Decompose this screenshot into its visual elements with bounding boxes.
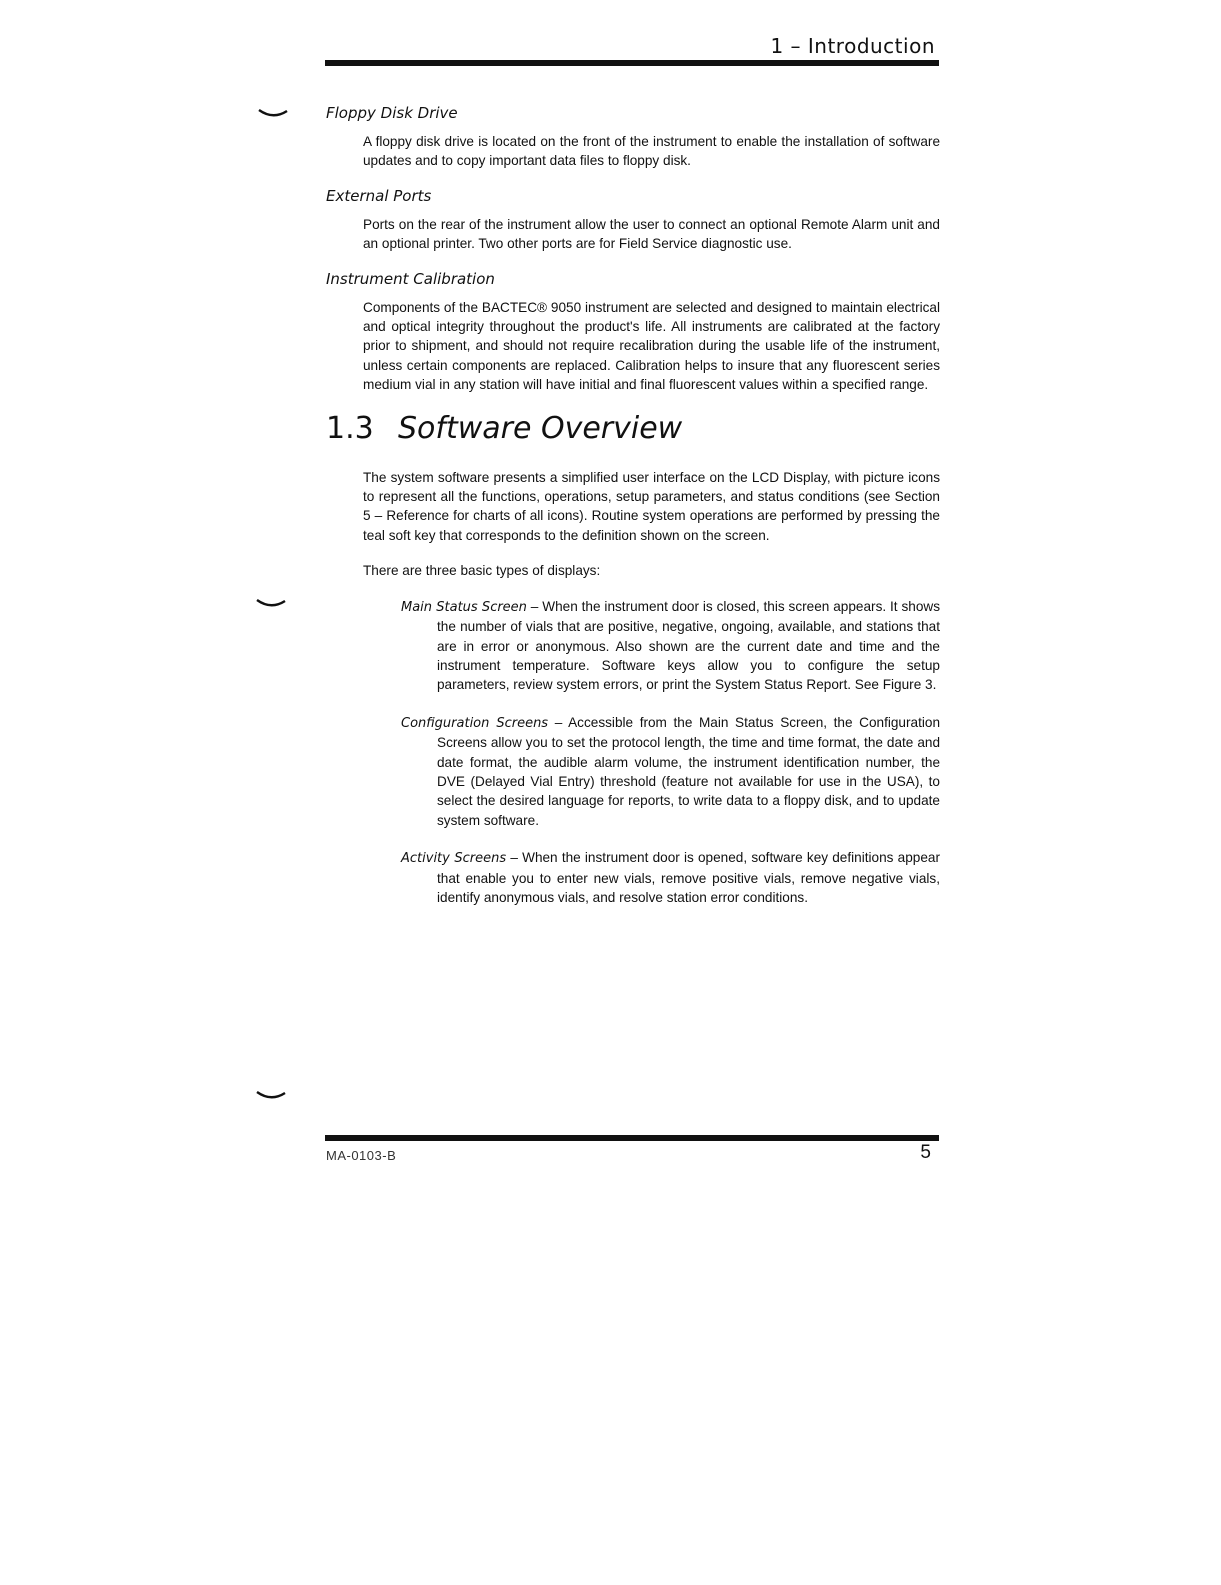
display-type-term: Main Status Screen — [401, 599, 527, 615]
calibration-heading: Instrument Calibration — [326, 269, 495, 288]
floppy-body: A floppy disk drive is located on the front of the instrument to enable the installation of software updates and to copy important data files to floppy disk. — [363, 134, 940, 169]
display-type-text: – When the instrument door is opened, software key definitions appear that enable you to enter new vials, remove positive vials, remove negative vials, identify anonymous vials, and resolve station error conditions. — [437, 850, 940, 905]
section-heading — [326, 411, 940, 446]
section-number: 1.3 — [326, 410, 374, 446]
display-type-item — [401, 848, 940, 907]
header-rule — [325, 60, 939, 66]
calibration-body: Components of the BACTEC® 9050 instrument are selected and designed to maintain electrical and optical integrity throughout the product's life. All instruments are calibrated at the factory prior to shipment, and should not require recalibration during the usable life of the instrument, unless certain components are replaced. Calibration helps to insure that any fluorescent series medium vial in any station will have initial and final fluorescent values within a specified range. — [363, 299, 940, 393]
display-types-intro: There are three basic types of displays: — [363, 563, 601, 579]
page-content — [326, 104, 940, 925]
margin-mark — [256, 1090, 286, 1100]
section-title: Software Overview — [398, 410, 683, 446]
software-intro: The system software presents a simplified user interface on the LCD Display, with picture icons to represent all the functions, operations, setup parameters, and status conditions (see Section 5 – Reference for charts of all icons). Routine system operations are performed by pressing the teal soft key that corresponds to the definition shown on the screen. — [363, 469, 940, 543]
ports-body: Ports on the rear of the instrument allow the user to connect an optional Remote Alarm unit and an optional printer. Two other ports are for Field Service diagnostic use. — [363, 216, 940, 252]
margin-mark — [258, 108, 288, 118]
chapter-header: 1 – Introduction — [770, 34, 935, 58]
document-id: MA-0103-B — [326, 1148, 397, 1163]
ports-heading: External Ports — [326, 186, 432, 205]
display-type-term: Configuration Screens — [401, 715, 549, 731]
display-type-text: – Accessible from the Main Status Screen, the Configuration Screens allow you to set the protocol length, the time and time format, the date and date format, the audible alarm volume, the instrument identification number, the DVE (Delayed Vial Entry) threshold (feature not available for use in the USA), to select the desired language for reports, to write data to a floppy disk, and to update system software. — [437, 714, 940, 828]
margin-mark — [256, 598, 286, 608]
floppy-heading: Floppy Disk Drive — [326, 104, 458, 122]
display-type-term: Activity Screens — [401, 851, 507, 867]
page-number: 5 — [920, 1142, 931, 1163]
footer-rule — [325, 1135, 939, 1141]
display-type-text: – When the instrument door is closed, this screen appears. It shows the number of vials that are positive, negative, ongoing, available, and stations that are in error or anonymous. Also shown are the current date and time and the instrument temperature. Software keys allow you to configure the setup parameters, review system errors, or print the System Status Report. See Figure 3. — [437, 598, 940, 693]
display-type-item — [401, 713, 940, 830]
display-type-item — [401, 597, 940, 695]
